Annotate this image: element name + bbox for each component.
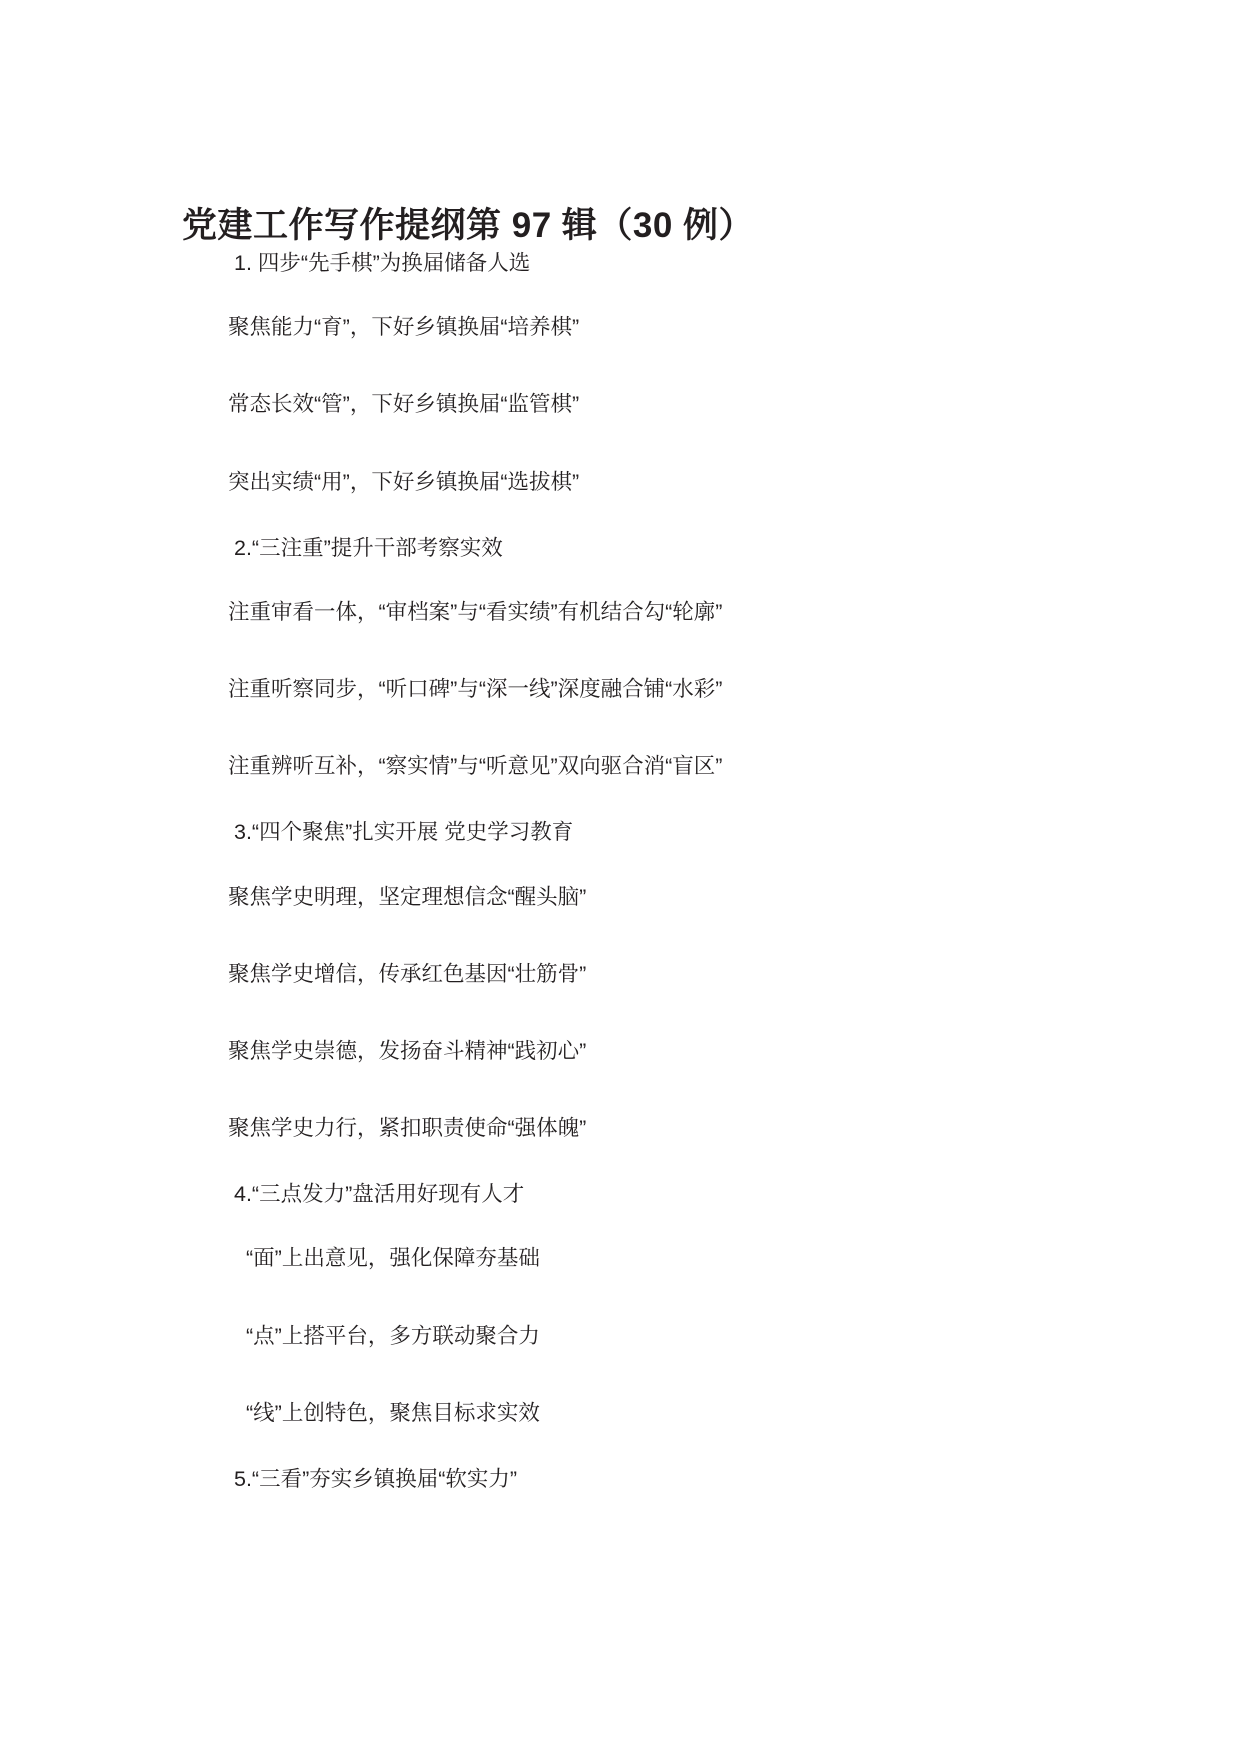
document-body — [182, 236, 1082, 1505]
outline-subitem: 常态长效“管”，下好乡镇换届“监管棋” — [228, 392, 580, 417]
outline-subitem: 聚焦学史明理，坚定理想信念“醒头脑” — [228, 884, 587, 909]
outline-subitem: 聚焦学史力行，紧扣职责使命“强体魄” — [228, 1116, 587, 1141]
outline-subitem: “面”上出意见，强化保障夯基础 — [246, 1246, 540, 1271]
outline-subitem: “线”上创特色，聚焦目标求实效 — [246, 1400, 540, 1425]
outline-heading: 4.“三点发力”盘活用好现有人才 — [234, 1182, 525, 1207]
outline-heading: 3.“四个聚焦”扎实开展 党史学习教育 — [234, 820, 574, 845]
outline-subitem: 聚焦能力“育”，下好乡镇换届“培养棋” — [228, 315, 580, 340]
outline-subitem: 注重辨听互补，“察实情”与“听意见”双向驱合消“盲区” — [228, 754, 723, 779]
outline-subitem: “点”上搭平台，多方联动聚合力 — [246, 1323, 540, 1348]
page-title: 党建工作写作提纲第 97 辑（30 例） — [182, 206, 755, 246]
outline-subitem: 注重审看一体，“审档案”与“看实绩”有机结合勾“轮廓” — [228, 599, 723, 624]
outline-subitem: 聚焦学史增信，传承红色基因“壮筋骨” — [228, 961, 587, 986]
outline-heading: 1. 四步“先手棋”为换届储备人选 — [234, 251, 531, 275]
outline-subitem: 突出实绩“用”，下好乡镇换届“选拔棋” — [228, 469, 580, 494]
outline-heading: 5.“三看”夯实乡镇换届“软实力” — [234, 1466, 518, 1491]
outline-heading: 2.“三注重”提升干部考察实效 — [234, 535, 503, 560]
outline-subitem: 注重听察同步，“听口碑”与“深一线”深度融合铺“水彩” — [228, 677, 723, 702]
outline-subitem: 聚焦学史崇德，发扬奋斗精神“践初心” — [228, 1038, 587, 1063]
